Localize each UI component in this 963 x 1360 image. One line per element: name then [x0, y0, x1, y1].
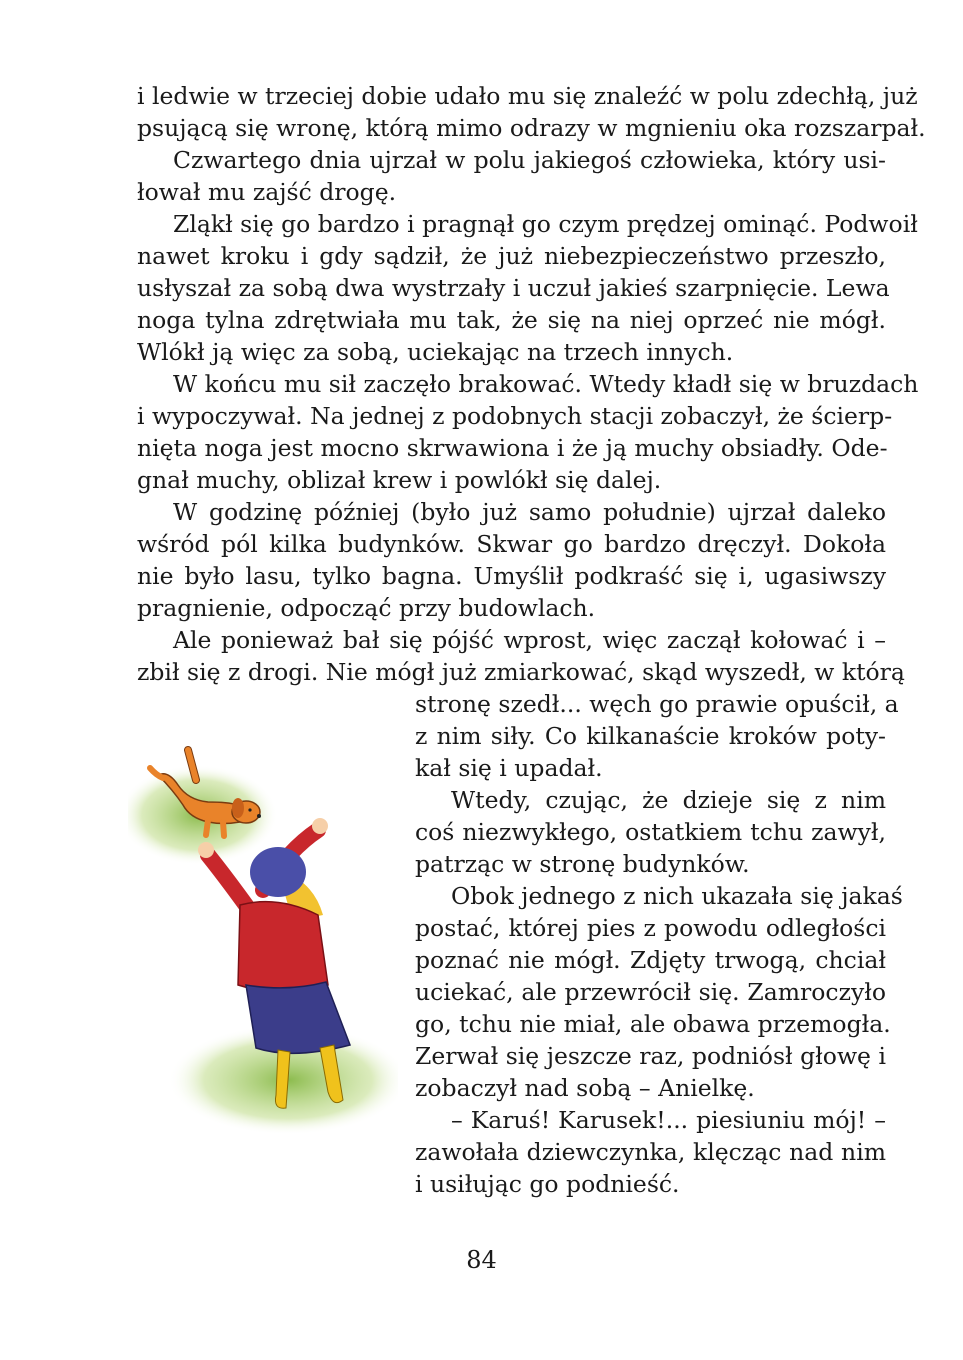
text-line: kał się i upadał. [415, 754, 603, 782]
page-number: 84 [466, 1246, 497, 1274]
text-line: i usiłując go podnieść. [415, 1170, 680, 1198]
text-line: Czwartego dnia ujrzał w polu jakiegoś człowieka, który usi- [173, 146, 886, 174]
text-line: patrząc w stronę budynków. [415, 850, 750, 878]
text-block-right [415, 688, 903, 1200]
text-line: Wlókł ją więc za sobą, uciekając na trzech innych. [137, 338, 734, 366]
text-line: gnał muchy, oblizał krew i powlókł się dalej. [137, 466, 662, 494]
text-line: noga tylna zdrętwiała mu tak, że się na niej oprzeć nie mógł. [137, 306, 886, 334]
text-block-top [137, 80, 926, 688]
text-line: zobaczył nad sobą – Anielkę. [415, 1074, 755, 1102]
text-line: i wypoczywał. Na jednej z podobnych stacji zobaczył, że ścierp- [137, 402, 893, 430]
text-line: psującą się wronę, którą mimo odrazy w mgnieniu oka rozszarpał. [137, 114, 926, 142]
text-line: Ale ponieważ bał się pójść wprost, więc zaczął kołować i – [173, 626, 886, 654]
text-line: nie było lasu, tylko bagna. Umyślił podkraść się i, ugasiwszy [137, 562, 886, 590]
text-line: wśród pól kilka budynków. Skwar go bardzo dręczył. Dokoła [137, 530, 886, 558]
text-line: usłyszał za sobą dwa wystrzały i uczuł jakieś szarpnięcie. Lewa [137, 274, 890, 302]
text-line: go, tchu nie miał, ale obawa przemogła. [415, 1010, 891, 1038]
text-line: i ledwie w trzeciej dobie udało mu się znaleźć w polu zdechłą, już [137, 82, 918, 110]
text-line: łował mu zajść drogę. [137, 178, 397, 206]
text-line: uciekać, ale przewrócił się. Zamroczyło [415, 978, 886, 1006]
text-line: Obok jednego z nich ukazała się jakaś [451, 882, 903, 910]
text-line: W godzinę później (było już samo południe) ujrzał daleko [173, 498, 886, 526]
text-line: z nim siły. Co kilkanaście kroków poty- [415, 722, 886, 750]
text-line: nięta noga jest mocno skrwawiona i że ją muchy obsiadły. Ode- [137, 434, 888, 462]
text-line: pragnienie, odpocząć przy budowlach. [137, 594, 596, 622]
text-line: Wtedy, czując, że dzieje się z nim [451, 786, 886, 814]
text-line: zbił się z drogi. Nie mógł już zmiarkować, skąd wyszedł, w którą [137, 658, 905, 686]
text-line: Zerwał się jeszcze raz, podniósł głowę i [415, 1042, 886, 1070]
text-line: Zląkł się go bardzo i pragnął go czym prędzej ominąć. Podwoił [173, 210, 918, 238]
text-line: stronę szedł... węch go prawie opuścił, a [415, 690, 899, 718]
text-line: postać, której pies z powodu odległości [415, 914, 886, 942]
text-line: zawołała dziewczynka, klęcząc nad nim [415, 1138, 886, 1166]
text-line: – Karuś! Karusek!... piesiuniu mój! – [451, 1106, 886, 1134]
text-line: coś niezwykłego, ostatkiem tchu zawył, [415, 818, 886, 846]
text-line: nawet kroku i gdy sądził, że już niebezpieczeństwo przeszło, [137, 242, 886, 270]
text-line: W końcu mu sił zaczęło brakować. Wtedy kładł się w bruzdach [173, 370, 919, 398]
text-line: poznać nie mógł. Zdjęty trwogą, chciał [415, 946, 886, 974]
girl-and-dog-illustration [128, 730, 398, 1150]
